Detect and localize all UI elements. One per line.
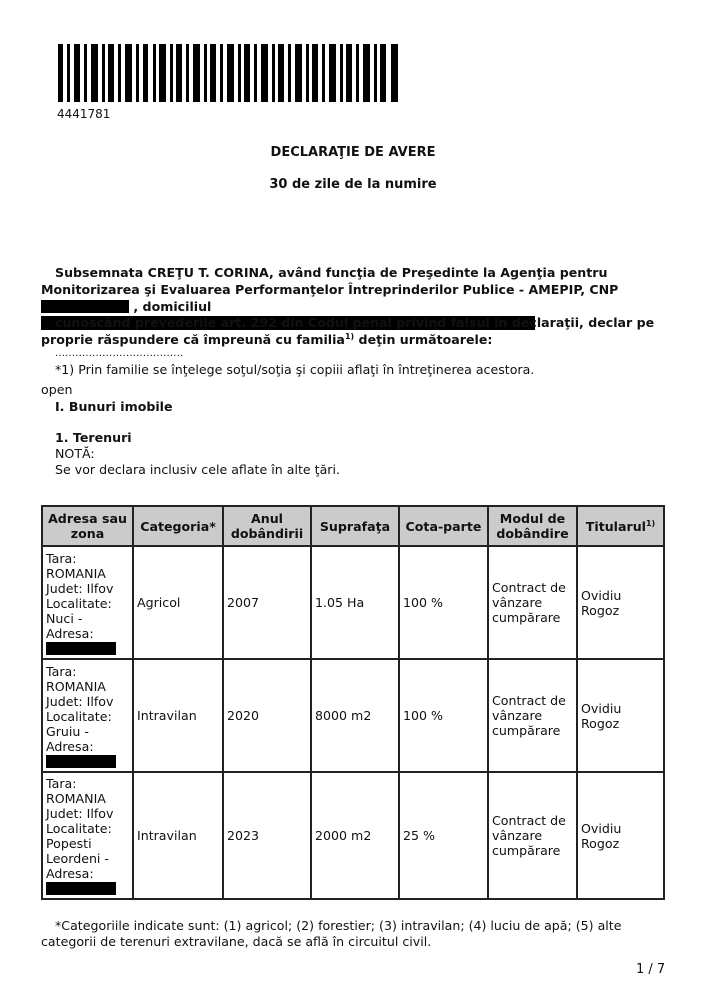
modul-line: vânzare: [492, 828, 543, 843]
modul-line: cumpărare: [492, 843, 561, 858]
addr-line: Adresa:: [46, 625, 94, 641]
open-label: open: [41, 382, 73, 397]
footnote-text: *Categoriile indicate sunt: (1) agricol; (2) forestier; (3) intravilan; (4) luciu de apă; (5) alte categorii de terenuri extravilane, dacă se află în circuitul civil.: [41, 918, 622, 949]
addr-line: Judet: Ilfov: [46, 580, 114, 596]
redacted-cnp: [41, 300, 129, 313]
modul-line: cumpărare: [492, 723, 561, 738]
table-row: [42, 772, 664, 899]
declaration-end: deţin următoarele:: [354, 332, 493, 347]
header-cota: Cota-parte: [399, 506, 488, 546]
cell-anul: 2007: [223, 546, 311, 659]
land-table: [41, 505, 665, 900]
addr-line: Adresa:: [46, 738, 94, 754]
declaration-footnote-ref: 1): [344, 332, 355, 341]
addr-line: ROMANIA: [46, 791, 106, 806]
addr-line: Popesti: [46, 836, 92, 851]
cell-categoria: Intravilan: [133, 659, 223, 772]
cell-categoria: Intravilan: [133, 772, 223, 899]
header-anul: Anul dobândirii: [223, 506, 311, 546]
header-titularul-text: Titularul: [585, 518, 646, 534]
addr-line: Leordeni -: [46, 851, 109, 866]
intro-text: Subsemnata CREŢU T. CORINA, având funcţia de Preşedinte la Agenţia pentru Monitorizarea şi Evaluarea Performanţelor Întreprinderilor Publice - AMEPIP, CNP: [41, 265, 619, 297]
table-row: [42, 659, 664, 772]
header-titularul-ref: 1): [645, 518, 656, 528]
cell-suprafata: 1.05 Ha: [311, 546, 399, 659]
cell-adresa: [42, 772, 133, 899]
cell-modul: [488, 659, 577, 772]
addr-line: Localitate:: [46, 595, 112, 611]
cell-titularul: Ovidiu Rogoz: [577, 546, 664, 659]
modul-line: vânzare: [492, 595, 543, 610]
header-adresa: Adresa sau zona: [42, 506, 133, 546]
cell-suprafata: 2000 m2: [311, 772, 399, 899]
modul-line: cumpărare: [492, 610, 561, 625]
nota-text: Se vor declara inclusiv cele aflate în alte ţări.: [55, 462, 340, 477]
document-subtitle: 30 de zile de la numire: [269, 177, 437, 192]
cell-titularul: Ovidiu Rogoz: [577, 659, 664, 772]
header-titularul: [577, 506, 664, 546]
redacted-address: [46, 755, 116, 768]
cell-cota: 100 %: [399, 546, 488, 659]
cell-adresa: [42, 546, 133, 659]
addr-line: Judet: Ilfov: [46, 693, 114, 709]
nota-label: NOTĂ:: [55, 446, 95, 461]
redacted-address: [46, 882, 116, 895]
barcode-number: 4441781: [57, 107, 111, 121]
family-note: *1) Prin familie se înţelege soţul/soţia şi copiii aflaţi în întreţinerea acestora.: [55, 362, 535, 377]
modul-line: vânzare: [492, 708, 543, 723]
cell-suprafata: 8000 m2: [311, 659, 399, 772]
dots-line: ......................................: [55, 348, 184, 359]
redacted-address: [46, 642, 116, 655]
addr-line: Nuci -: [46, 610, 83, 626]
modul-line: Contract de: [492, 813, 566, 828]
header-modul: Modul de dobândire: [488, 506, 577, 546]
page-number: 1 / 7: [636, 962, 666, 977]
addr-line: Judet: Ilfov: [46, 806, 114, 821]
table-row: [42, 546, 664, 659]
cell-modul: [488, 546, 577, 659]
cell-modul: [488, 772, 577, 899]
addr-line: Adresa:: [46, 866, 94, 881]
modul-line: Contract de: [492, 580, 566, 595]
table-header-row: [42, 506, 664, 546]
subsection-title: 1. Terenuri: [55, 430, 132, 445]
addr-line: Tara:: [46, 550, 77, 566]
addr-line: Tara:: [46, 663, 77, 679]
section-title: I. Bunuri imobile: [55, 399, 173, 414]
cell-categoria: Agricol: [133, 546, 223, 659]
cell-anul: 2020: [223, 659, 311, 772]
cell-cota: 25 %: [399, 772, 488, 899]
document-title: DECLARAŢIE DE AVERE: [270, 145, 436, 160]
addr-line: ROMANIA: [46, 565, 106, 581]
modul-line: Contract de: [492, 693, 566, 708]
cell-anul: 2023: [223, 772, 311, 899]
addr-line: Localitate:: [46, 821, 112, 836]
barcode-image: [58, 44, 398, 102]
declaration-text: cunoscând prevederile art. 292 din Codul penal privind falsul în declaraţii, declar pe proprie răspundere că împreună cu familia: [41, 315, 655, 347]
header-suprafata: Suprafaţa: [311, 506, 399, 546]
cell-cota: 100 %: [399, 659, 488, 772]
cell-adresa: [42, 659, 133, 772]
header-categoria: Categoria*: [133, 506, 223, 546]
addr-line: Tara:: [46, 776, 77, 791]
categories-footnote: [41, 918, 661, 950]
addr-line: Gruiu -: [46, 723, 89, 739]
declaration-statement: [41, 314, 656, 348]
intro-domiciliu: , domiciliul: [133, 299, 212, 314]
addr-line: Localitate:: [46, 708, 112, 724]
cell-titularul: Ovidiu Rogoz: [577, 772, 664, 899]
addr-line: ROMANIA: [46, 678, 106, 694]
